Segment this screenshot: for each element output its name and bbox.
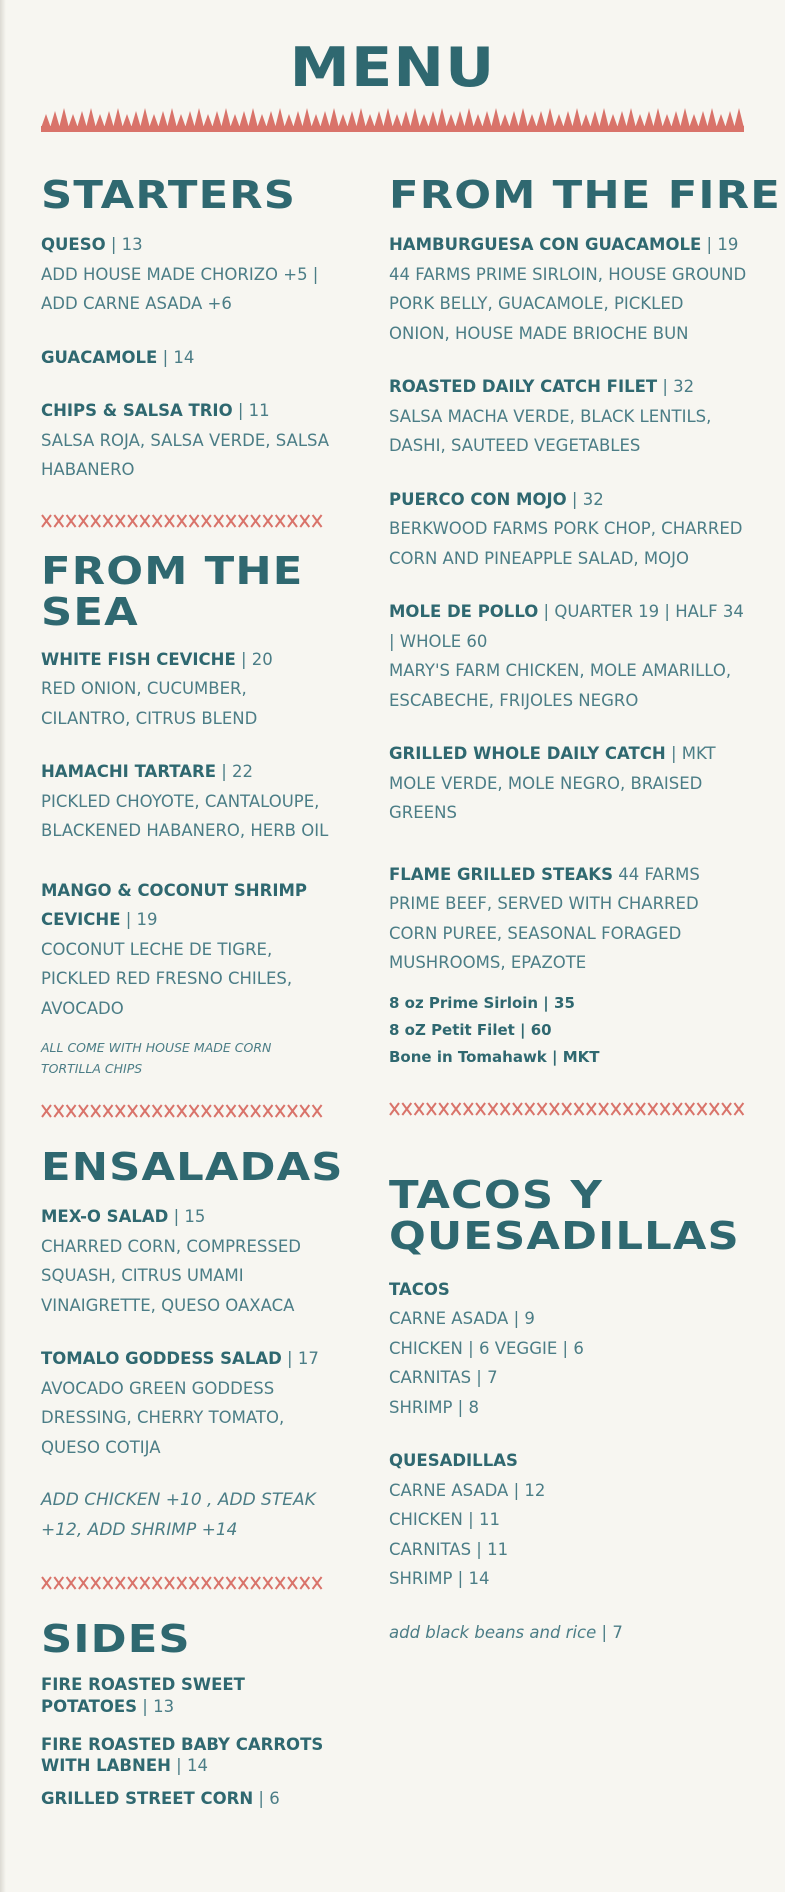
- quesadilla-option: CARNE ASADA | 12: [389, 1480, 546, 1500]
- menu-item: MANGO & COCONUT SHRIMP CEVICHE | 19: [41, 880, 307, 929]
- right-column: [389, 173, 781, 1647]
- quesadilla-option: CARNITAS | 11: [389, 1539, 509, 1559]
- menu-item: ROASTED DAILY CATCH FILET | 32: [389, 377, 695, 396]
- page-edge-shadow: [0, 0, 6, 1892]
- tacos-label: TACOS: [389, 1279, 450, 1299]
- x-divider: [41, 513, 324, 529]
- menu-item: WHITE FISH CEVICHE | 20: [41, 649, 273, 669]
- menu-item: FIRE ROASTED SWEET POTATOES | 13: [41, 1675, 245, 1716]
- tacos-note: add black beans and rice | 7: [389, 1622, 623, 1642]
- taco-option: CHICKEN | 6 VEGGIE | 6: [389, 1338, 584, 1358]
- x-divider: [389, 1101, 745, 1117]
- menu-item: CHIPS & SALSA TRIO | 11: [41, 401, 270, 420]
- menu-item: FLAME GRILLED STEAKS 44 FARMS PRIME BEEF, SERVED WITH CHARRED CORN PUREE, SEASONAL FORAGED MUSHROOMS, EPAZOTE: [389, 864, 700, 972]
- item-description: 44 FARMS PRIME SIRLOIN, HOUSE GROUND PORK BELLY, GUACAMOLE, PICKLED ONION, HOUSE MADE BRIOCHE BUN: [389, 264, 747, 343]
- tacos-heading: TACOS Y QUESADILLAS: [389, 1172, 740, 1258]
- quesadillas-label: QUESADILLAS: [389, 1451, 518, 1470]
- item-description: CHARRED CORN, COMPRESSED SQUASH, CITRUS UMAMI VINAIGRETTE, QUESO OAXACA: [41, 1236, 301, 1315]
- steak-option: 8 oz Prime Sirloin | 35: [389, 993, 575, 1012]
- quesadilla-option: SHRIMP | 14: [389, 1569, 490, 1588]
- menu-item: MOLE DE POLLO | QUARTER 19 | HALF 34 | WHOLE 60: [389, 602, 744, 651]
- menu-item: GRILLED STREET CORN | 6: [41, 1789, 280, 1808]
- item-description: BERKWOOD FARMS PORK CHOP, CHARRED CORN AND PINEAPPLE SALAD, MOJO: [389, 519, 743, 568]
- sea-note: ALL COME WITH HOUSE MADE CORN TORTILLA CHIPS: [41, 1040, 272, 1076]
- menu-item: MEX-O SALAD | 15: [41, 1207, 206, 1226]
- item-description: SALSA MACHA VERDE, BLACK LENTILS, DASHI, SAUTEED VEGETABLES: [389, 406, 712, 455]
- menu-title: MENU: [289, 36, 496, 99]
- starters-heading: STARTERS: [41, 173, 297, 217]
- x-divider: [41, 1103, 324, 1119]
- menu-item: HAMACHI TARTARE | 22: [41, 762, 254, 781]
- menu-item: QUESO | 13: [41, 235, 143, 254]
- ensaladas-note: ADD CHICKEN +10 , ADD STEAK +12, ADD SHRIMP +14: [41, 1490, 316, 1540]
- x-divider: [41, 1575, 324, 1591]
- item-description: AVOCADO GREEN GODDESS DRESSING, CHERRY TOMATO, QUESO COTIJA: [41, 1378, 285, 1457]
- menu-item: GUACAMOLE | 14: [41, 347, 195, 367]
- steak-option: 8 oZ Petit Filet | 60: [389, 1020, 552, 1039]
- quesadilla-option: CHICKEN | 11: [389, 1510, 500, 1529]
- taco-option: CARNITAS | 7: [389, 1368, 498, 1387]
- menu-item: PUERCO CON MOJO | 32: [389, 489, 604, 509]
- item-description: PICKLED CHOYOTE, CANTALOUPE, BLACKENED HABANERO, HERB OIL: [41, 791, 329, 840]
- taco-option: SHRIMP | 8: [389, 1397, 479, 1417]
- item-description: MOLE VERDE, MOLE NEGRO, BRAISED GREENS: [389, 773, 703, 822]
- taco-option: CARNE ASADA | 9: [389, 1309, 535, 1328]
- menu-item: HAMBURGUESA CON GUACAMOLE | 19: [389, 235, 739, 254]
- fire-heading: FROM THE FIRE: [389, 173, 781, 217]
- menu-item: GRILLED WHOLE DAILY CATCH | MKT: [389, 744, 716, 763]
- item-description: COCONUT LECHE DE TIGRE, PICKLED RED FRESNO CHILES, AVOCADO: [41, 939, 293, 1018]
- sides-heading: SIDES: [41, 1617, 191, 1661]
- steak-option: Bone in Tomahawk | MKT: [389, 1047, 600, 1066]
- decorative-banner: [41, 108, 744, 134]
- menu-item: FIRE ROASTED BABY CARROTS WITH LABNEH | 14: [41, 1735, 324, 1775]
- item-description: MARY'S FARM CHICKEN, MOLE AMARILLO, ESCABECHE, FRIJOLES NEGRO: [389, 661, 732, 710]
- left-column: [41, 173, 344, 1810]
- item-description: ADD HOUSE MADE CHORIZO +5 | ADD CARNE ASADA +6: [41, 264, 319, 313]
- item-description: RED ONION, CUCUMBER, CILANTRO, CITRUS BLEND: [41, 679, 258, 728]
- sea-heading: FROM THE SEA: [41, 548, 304, 634]
- item-description: SALSA ROJA, SALSA VERDE, SALSA HABANERO: [41, 430, 330, 479]
- ensaladas-heading: ENSALADAS: [41, 1145, 344, 1189]
- menu-item: TOMALO GODDESS SALAD | 17: [41, 1349, 319, 1368]
